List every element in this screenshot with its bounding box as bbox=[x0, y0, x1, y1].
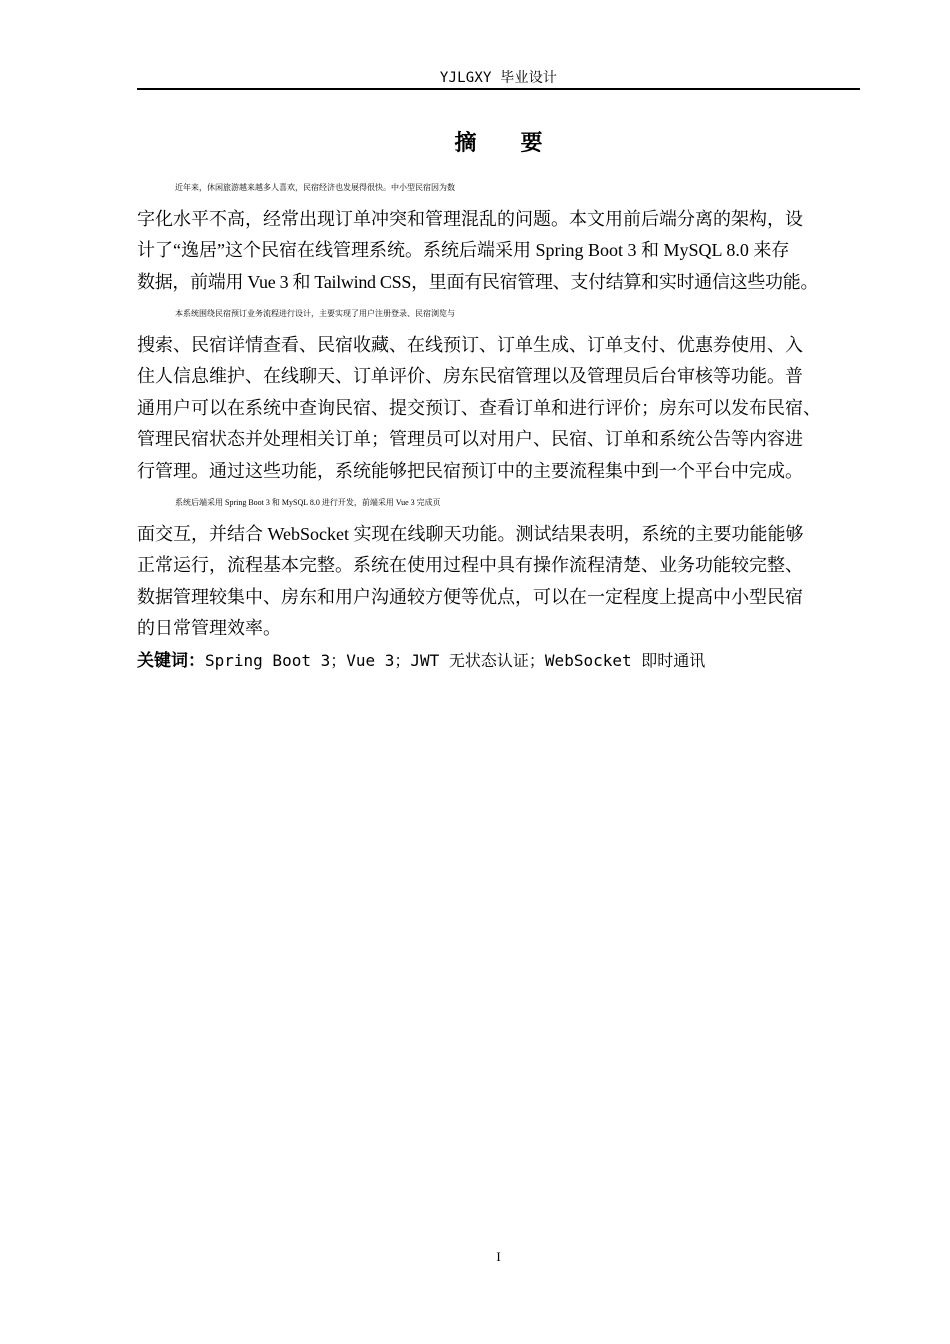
paragraph-line: 正常运行，流程基本完整。系统在使用过程中具有操作流程清楚、业务功能较完整、 bbox=[137, 555, 803, 575]
header-rule bbox=[137, 88, 860, 90]
page-number: I bbox=[496, 1249, 501, 1264]
abstract-title: 摘要 bbox=[454, 131, 587, 156]
paragraph-line: 本系统围绕民宿预订业务流程进行设计，主要实现了用户注册登录、民宿浏览与 bbox=[175, 309, 455, 318]
paragraph-line: 行管理。通过这些功能，系统能够把民宿预订中的主要流程集中到一个平台中完成。 bbox=[137, 460, 803, 481]
abstract-paragraph-1 bbox=[137, 172, 860, 298]
keywords-label: 关键词： bbox=[137, 650, 205, 671]
keywords-line bbox=[137, 645, 860, 678]
keywords-list: Spring Boot 3；Vue 3；JWT 无状态认证；WebSocket 即时通讯 bbox=[205, 650, 706, 670]
paragraph-line: 的日常管理效率。 bbox=[137, 618, 281, 638]
paragraph-line: 数据，前端用 Vue 3 和 Tailwind CSS，里面有民宿管理、支付结算和实时通信这些功能。 bbox=[137, 271, 819, 292]
paragraph-line: 字化水平不高，经常出现订单冲突和管理混乱的问题。本文用前后端分离的架构，设 bbox=[137, 208, 803, 229]
paragraph-line: 面交互，并结合 WebSocket 实现在线聊天功能。测试结果表明，系统的主要功能能够 bbox=[137, 523, 804, 544]
abstract-paragraph-3 bbox=[137, 487, 860, 645]
paragraph-line: 搜索、民宿详情查看、民宿收藏、在线预订、订单生成、订单支付、优惠券使用、入 bbox=[137, 334, 803, 355]
paragraph-line: 数据管理较集中、房东和用户沟通较方便等优点，可以在一定程度上提高中小型民宿 bbox=[137, 586, 803, 607]
running-header: YJLGXY 毕业设计 bbox=[439, 70, 558, 86]
abstract-paragraph-2 bbox=[137, 298, 860, 487]
paragraph-line: 系统后端采用 Spring Boot 3 和 MySQL 8.0 进行开发，前端采用 Vue 3 完成页 bbox=[175, 498, 441, 507]
paragraph-line: 管理民宿状态并处理相关订单；管理员可以对用户、民宿、订单和系统公告等内容进 bbox=[137, 429, 803, 449]
paragraph-line: 住人信息维护、在线聊天、订单评价、房东民宿管理以及管理员后台审核等功能。普 bbox=[137, 366, 803, 386]
paragraph-line: 近年来，休闲旅游越来越多人喜欢，民宿经济也发展得很快。中小型民宿因为数 bbox=[175, 183, 455, 192]
abstract-body bbox=[137, 172, 860, 677]
paragraph-line: 计了“逸居”这个民宿在线管理系统。系统后端采用 Spring Boot 3 和 MySQL 8.0 来存 bbox=[137, 240, 790, 260]
paragraph-line: 通用户可以在系统中查询民宿、提交预订、查看订单和进行评价；房东可以发布民宿、 bbox=[137, 397, 821, 418]
